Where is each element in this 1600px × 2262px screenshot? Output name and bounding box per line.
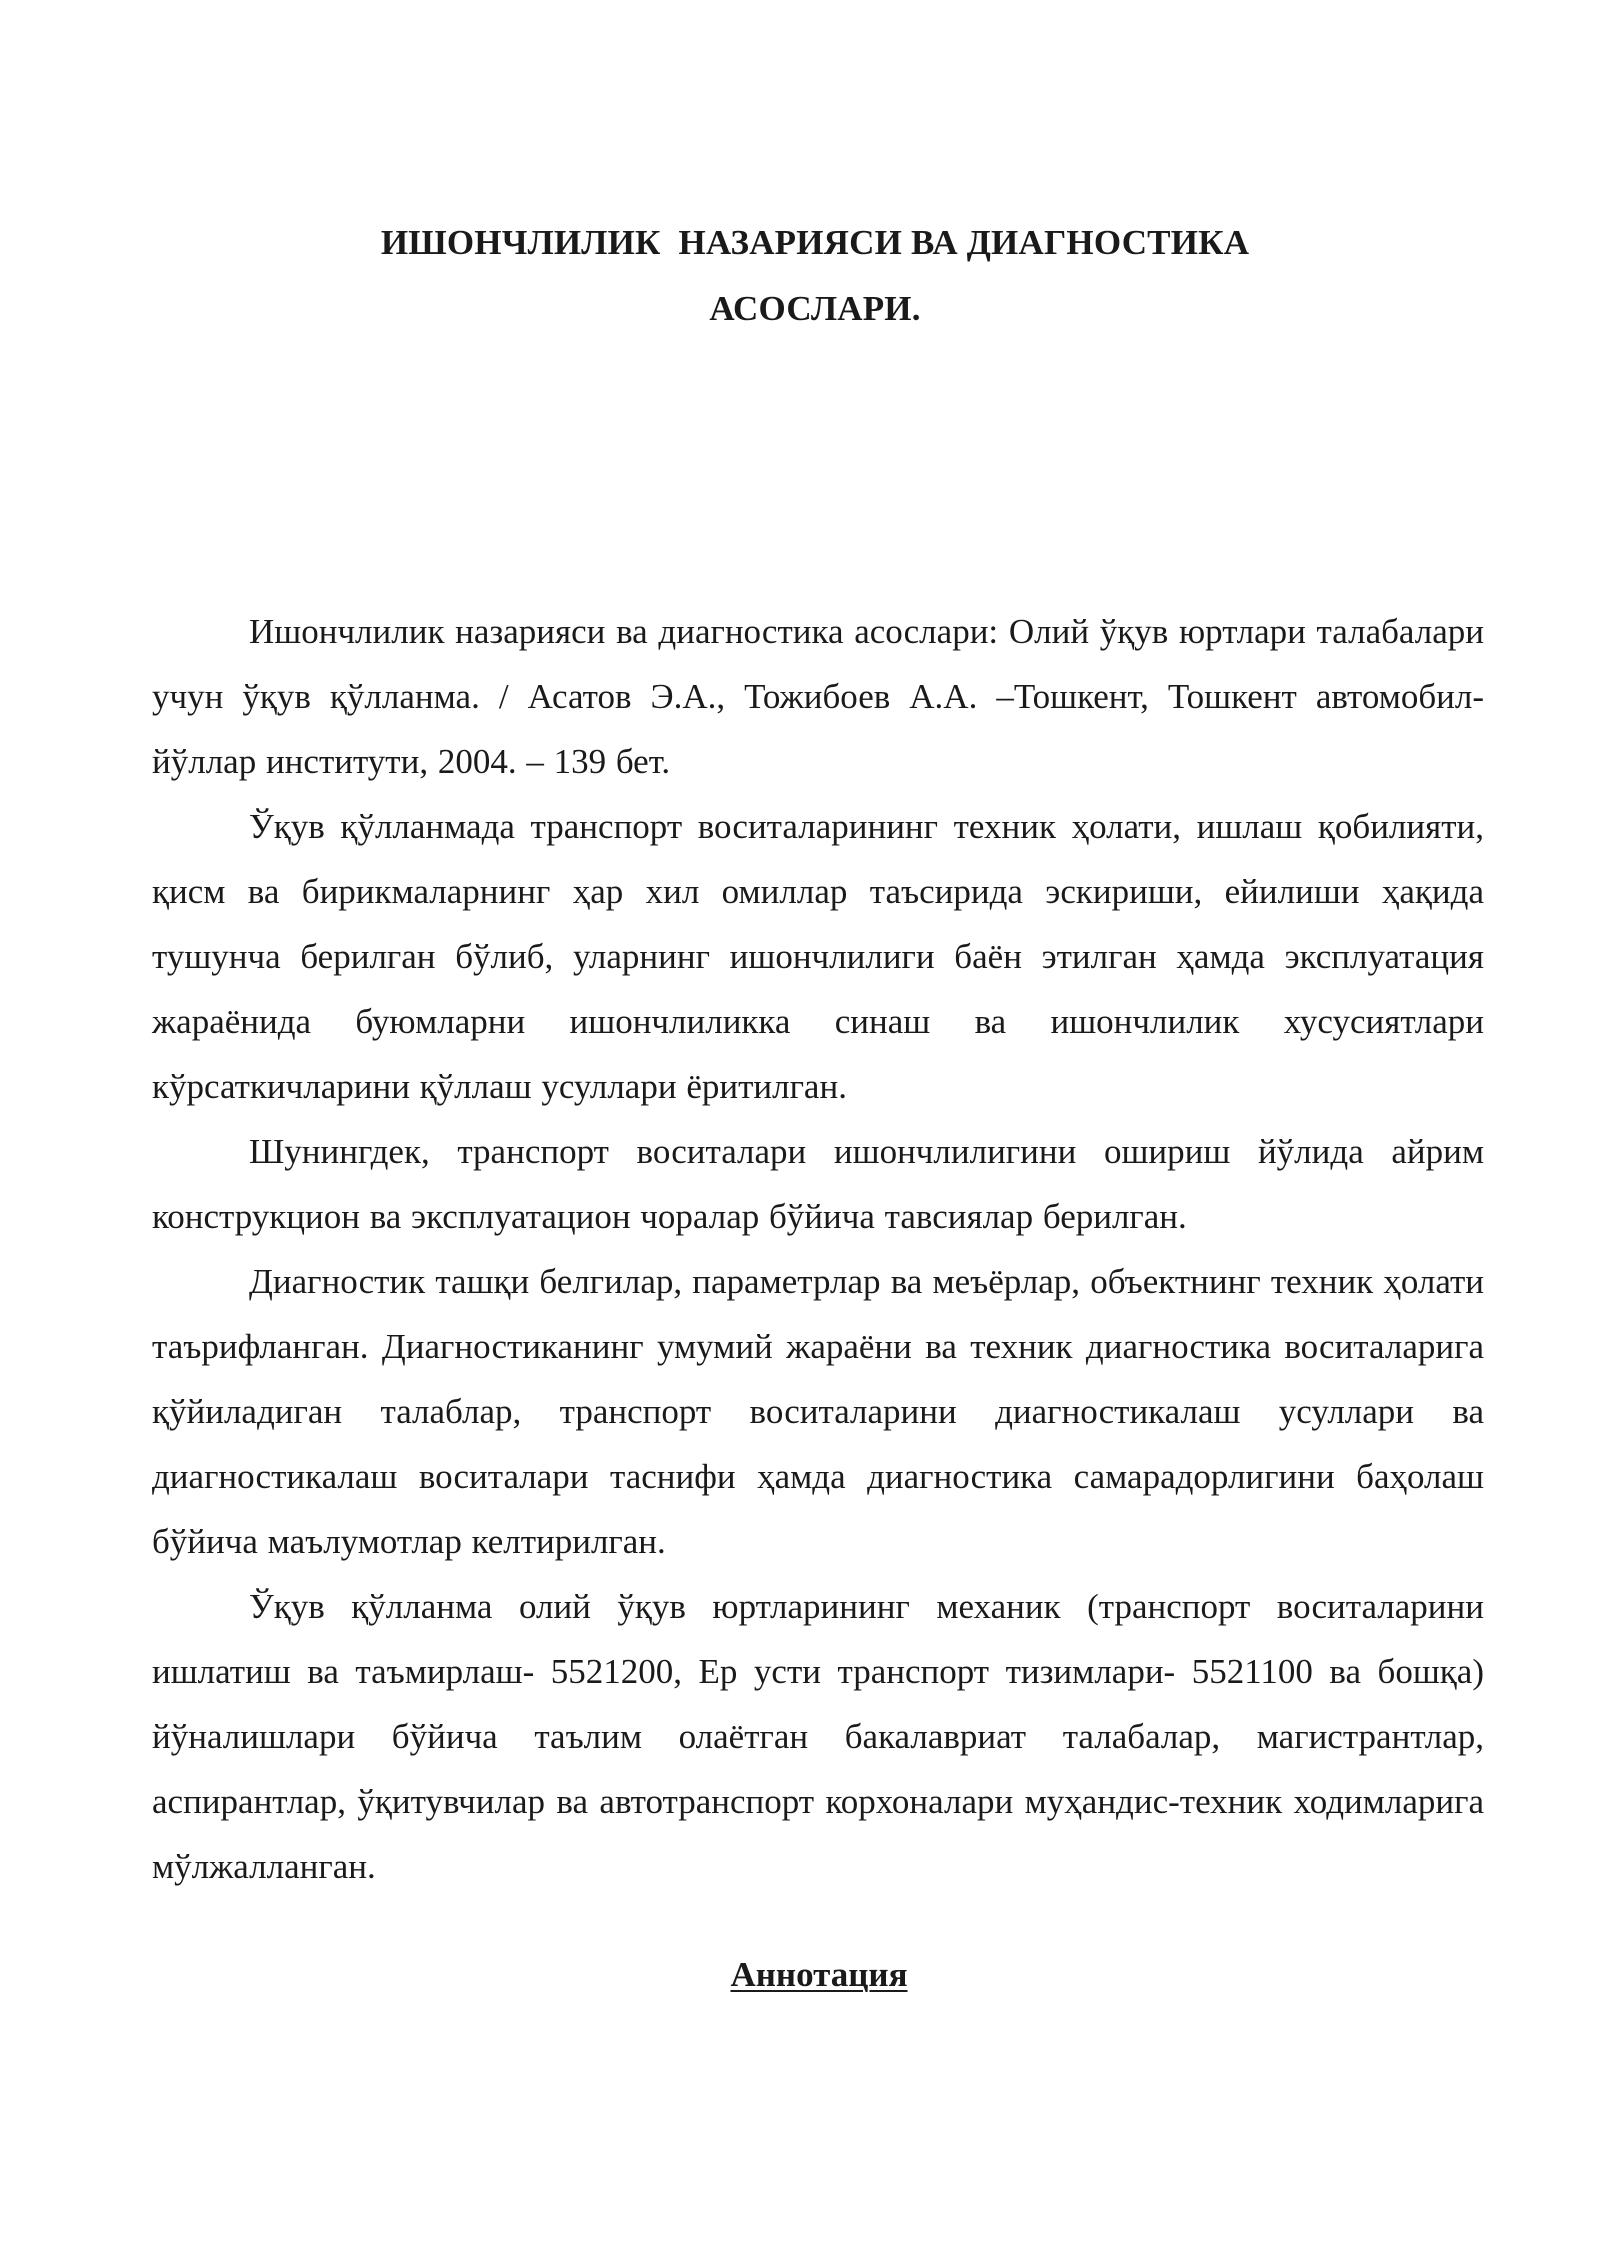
paragraph-diagnostics: Диагностик ташқи белгилар, параметрлар ва меъёрлар, объектнинг техник ҳолати таърифланган. Диагностиканинг умумий жараёни ва техник диагностика воситаларига қўйиладиган талаблар, транспорт воситаларини диагностикалаш усуллари ва диагностикалаш воситалари таснифи ҳамда диагностика самарадорлигини баҳолаш бўйича маълумотлар келтирилган. (152, 1262, 1484, 1561)
paragraph-audience: Ўқув қўлланма олий ўқув юртларининг механик (транспорт воситаларини ишлатиш ва таъмирлаш- 5521200, Ер усти транспорт тизимлари- 5521100 ва бошқа) йўналишлари бўйича таълим олаётган бакалавриат талабалар, магистрантлар, аспирантлар, ўқитувчилар ва автотранспорт корхоналари муҳандис-техник ходимларига мўлжалланган. (152, 1587, 1484, 1886)
paragraph-bibliography: Ишончлилик назарияси ва диагностика асослари: Олий ўқув юртлари талабалари учун ўқув қўлланма. / Асатов Э.А., Тожибоев А.А. –Тошкент, Тошкент автомобил-йўллар институти, 2004. – 139 бет. (152, 612, 1484, 781)
annotation-heading-text: Аннотация (730, 1955, 908, 1994)
document-title (150, 210, 1480, 342)
title-line-1: ИШОНЧЛИЛИК НАЗАРИЯСИ ВА ДИАГНОСТИКА (380, 223, 1250, 262)
document-body (152, 599, 1484, 1899)
paragraph-recommendations: Шунингдек, транспорт воситалари ишончлилигини ошириш йўлида айрим конструкцион ва эксплуатацион чоралар бўйича тавсиялар берилган. (152, 1132, 1484, 1236)
title-line-2: АСОСЛАРИ. (709, 289, 921, 328)
paragraph-summary: Ўқув қўлланмада транспорт воситаларининг техник ҳолати, ишлаш қобилияти, қисм ва бирикмаларнинг ҳар хил омиллар таъсирида эскириши, ейилиши ҳақида тушунча берилган бўлиб, уларнинг ишончлилиги баён этилган ҳамда эксплуатация жараёнида буюмларни ишончлиликка синаш ва ишончлилик хусусиятлари кўрсаткичларини қўллаш усуллари ёритилган. (152, 807, 1484, 1106)
annotation-heading (150, 1950, 1488, 2000)
